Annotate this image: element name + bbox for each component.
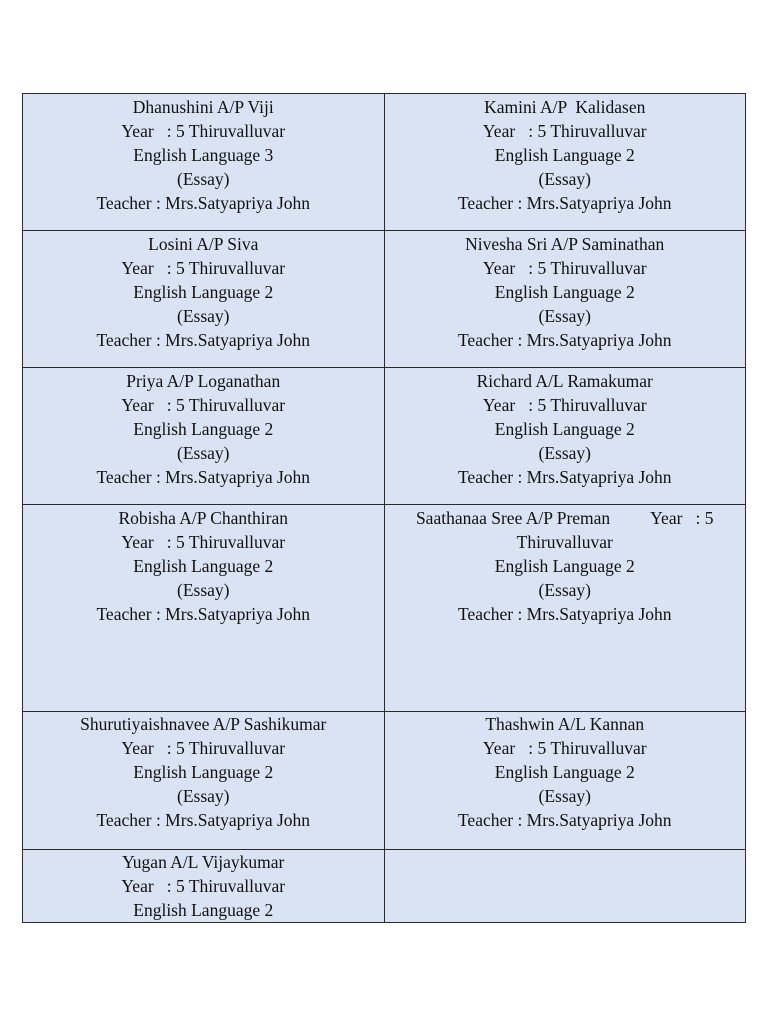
subject: English Language 3 bbox=[133, 145, 274, 165]
assignment-type: (Essay) bbox=[177, 786, 230, 806]
label-cell bbox=[384, 94, 746, 231]
student-name: Dhanushini A/P Viji bbox=[132, 97, 274, 117]
assignment-type: (Essay) bbox=[177, 306, 230, 326]
student-name: Yugan A/L Vijaykumar bbox=[122, 852, 285, 872]
assignment-type: (Essay) bbox=[538, 306, 591, 326]
teacher: Teacher : Mrs.Satyapriya John bbox=[457, 193, 672, 213]
student-year: Year : 5 Thiruvalluvar bbox=[482, 738, 647, 758]
student-name: Robisha A/P Chanthiran bbox=[118, 508, 288, 528]
teacher: Teacher : Mrs.Satyapriya John bbox=[457, 467, 672, 487]
subject: English Language 2 bbox=[494, 419, 635, 439]
subject: English Language 2 bbox=[494, 762, 635, 782]
table-row bbox=[23, 505, 746, 712]
assignment-type: (Essay) bbox=[177, 580, 230, 600]
student-name: Kamini A/P Kalidasen bbox=[484, 97, 646, 117]
teacher: Teacher : Mrs.Satyapriya John bbox=[457, 330, 672, 350]
subject: English Language 2 bbox=[133, 282, 274, 302]
label-cell bbox=[384, 712, 746, 850]
student-name: Saathanaa Sree A/P Preman bbox=[415, 508, 611, 528]
student-name: Thashwin A/L Kannan bbox=[485, 714, 645, 734]
student-year: Year : 5 Thiruvalluvar bbox=[121, 532, 286, 552]
label-cell bbox=[23, 505, 385, 712]
teacher: Teacher : Mrs.Satyapriya John bbox=[457, 810, 672, 830]
table-row bbox=[23, 94, 746, 231]
student-name: Nivesha Sri A/P Saminathan bbox=[465, 234, 665, 254]
assignment-type: (Essay) bbox=[538, 786, 591, 806]
subject: English Language 2 bbox=[133, 762, 274, 782]
student-year: Year : 5 Thiruvalluvar bbox=[121, 258, 286, 278]
student-label-table bbox=[22, 93, 746, 923]
assignment-type: (Essay) bbox=[538, 443, 591, 463]
student-year: Year : 5 Thiruvalluvar bbox=[482, 395, 647, 415]
student-name: Richard A/L Ramakumar bbox=[476, 371, 653, 391]
table-row bbox=[23, 850, 746, 923]
assignment-type: (Essay) bbox=[177, 443, 230, 463]
student-year: Year : 5 Thiruvalluvar bbox=[482, 258, 647, 278]
subject: English Language 2 bbox=[133, 900, 274, 920]
subject: English Language 2 bbox=[494, 556, 635, 576]
teacher: Teacher : Mrs.Satyapriya John bbox=[96, 193, 311, 213]
table-row bbox=[23, 712, 746, 850]
table-row bbox=[23, 231, 746, 368]
student-year-first: Year : 5 bbox=[650, 508, 714, 528]
student-year: Year : 5 Thiruvalluvar bbox=[121, 738, 286, 758]
table-row bbox=[23, 368, 746, 505]
label-cell bbox=[23, 850, 385, 923]
student-year: Year : 5 Thiruvalluvar bbox=[121, 121, 286, 141]
student-name: Priya A/P Loganathan bbox=[126, 371, 281, 391]
empty-label-cell bbox=[384, 850, 746, 923]
subject: English Language 2 bbox=[133, 556, 274, 576]
label-cell bbox=[23, 94, 385, 231]
student-year-second: Thiruvalluvar bbox=[516, 532, 613, 552]
label-cell bbox=[384, 368, 746, 505]
label-cell bbox=[384, 505, 746, 712]
teacher: Teacher : Mrs.Satyapriya John bbox=[457, 604, 672, 624]
label-cell bbox=[23, 712, 385, 850]
teacher: Teacher : Mrs.Satyapriya John bbox=[96, 604, 311, 624]
assignment-type: (Essay) bbox=[538, 580, 591, 600]
subject: English Language 2 bbox=[133, 419, 274, 439]
student-year: Year : 5 Thiruvalluvar bbox=[121, 395, 286, 415]
student-year: Year : 5 Thiruvalluvar bbox=[121, 876, 286, 896]
label-cell bbox=[23, 368, 385, 505]
label-cell bbox=[384, 231, 746, 368]
student-name: Shurutiyaishnavee A/P Sashikumar bbox=[80, 714, 327, 734]
student-name: Losini A/P Siva bbox=[148, 234, 259, 254]
teacher: Teacher : Mrs.Satyapriya John bbox=[96, 330, 311, 350]
subject: English Language 2 bbox=[494, 282, 635, 302]
assignment-type: (Essay) bbox=[538, 169, 591, 189]
subject: English Language 2 bbox=[494, 145, 635, 165]
assignment-type: (Essay) bbox=[177, 169, 230, 189]
teacher: Teacher : Mrs.Satyapriya John bbox=[96, 467, 311, 487]
student-year: Year : 5 Thiruvalluvar bbox=[482, 121, 647, 141]
label-cell bbox=[23, 231, 385, 368]
teacher: Teacher : Mrs.Satyapriya John bbox=[96, 810, 311, 830]
student-name-year-line bbox=[393, 506, 738, 530]
